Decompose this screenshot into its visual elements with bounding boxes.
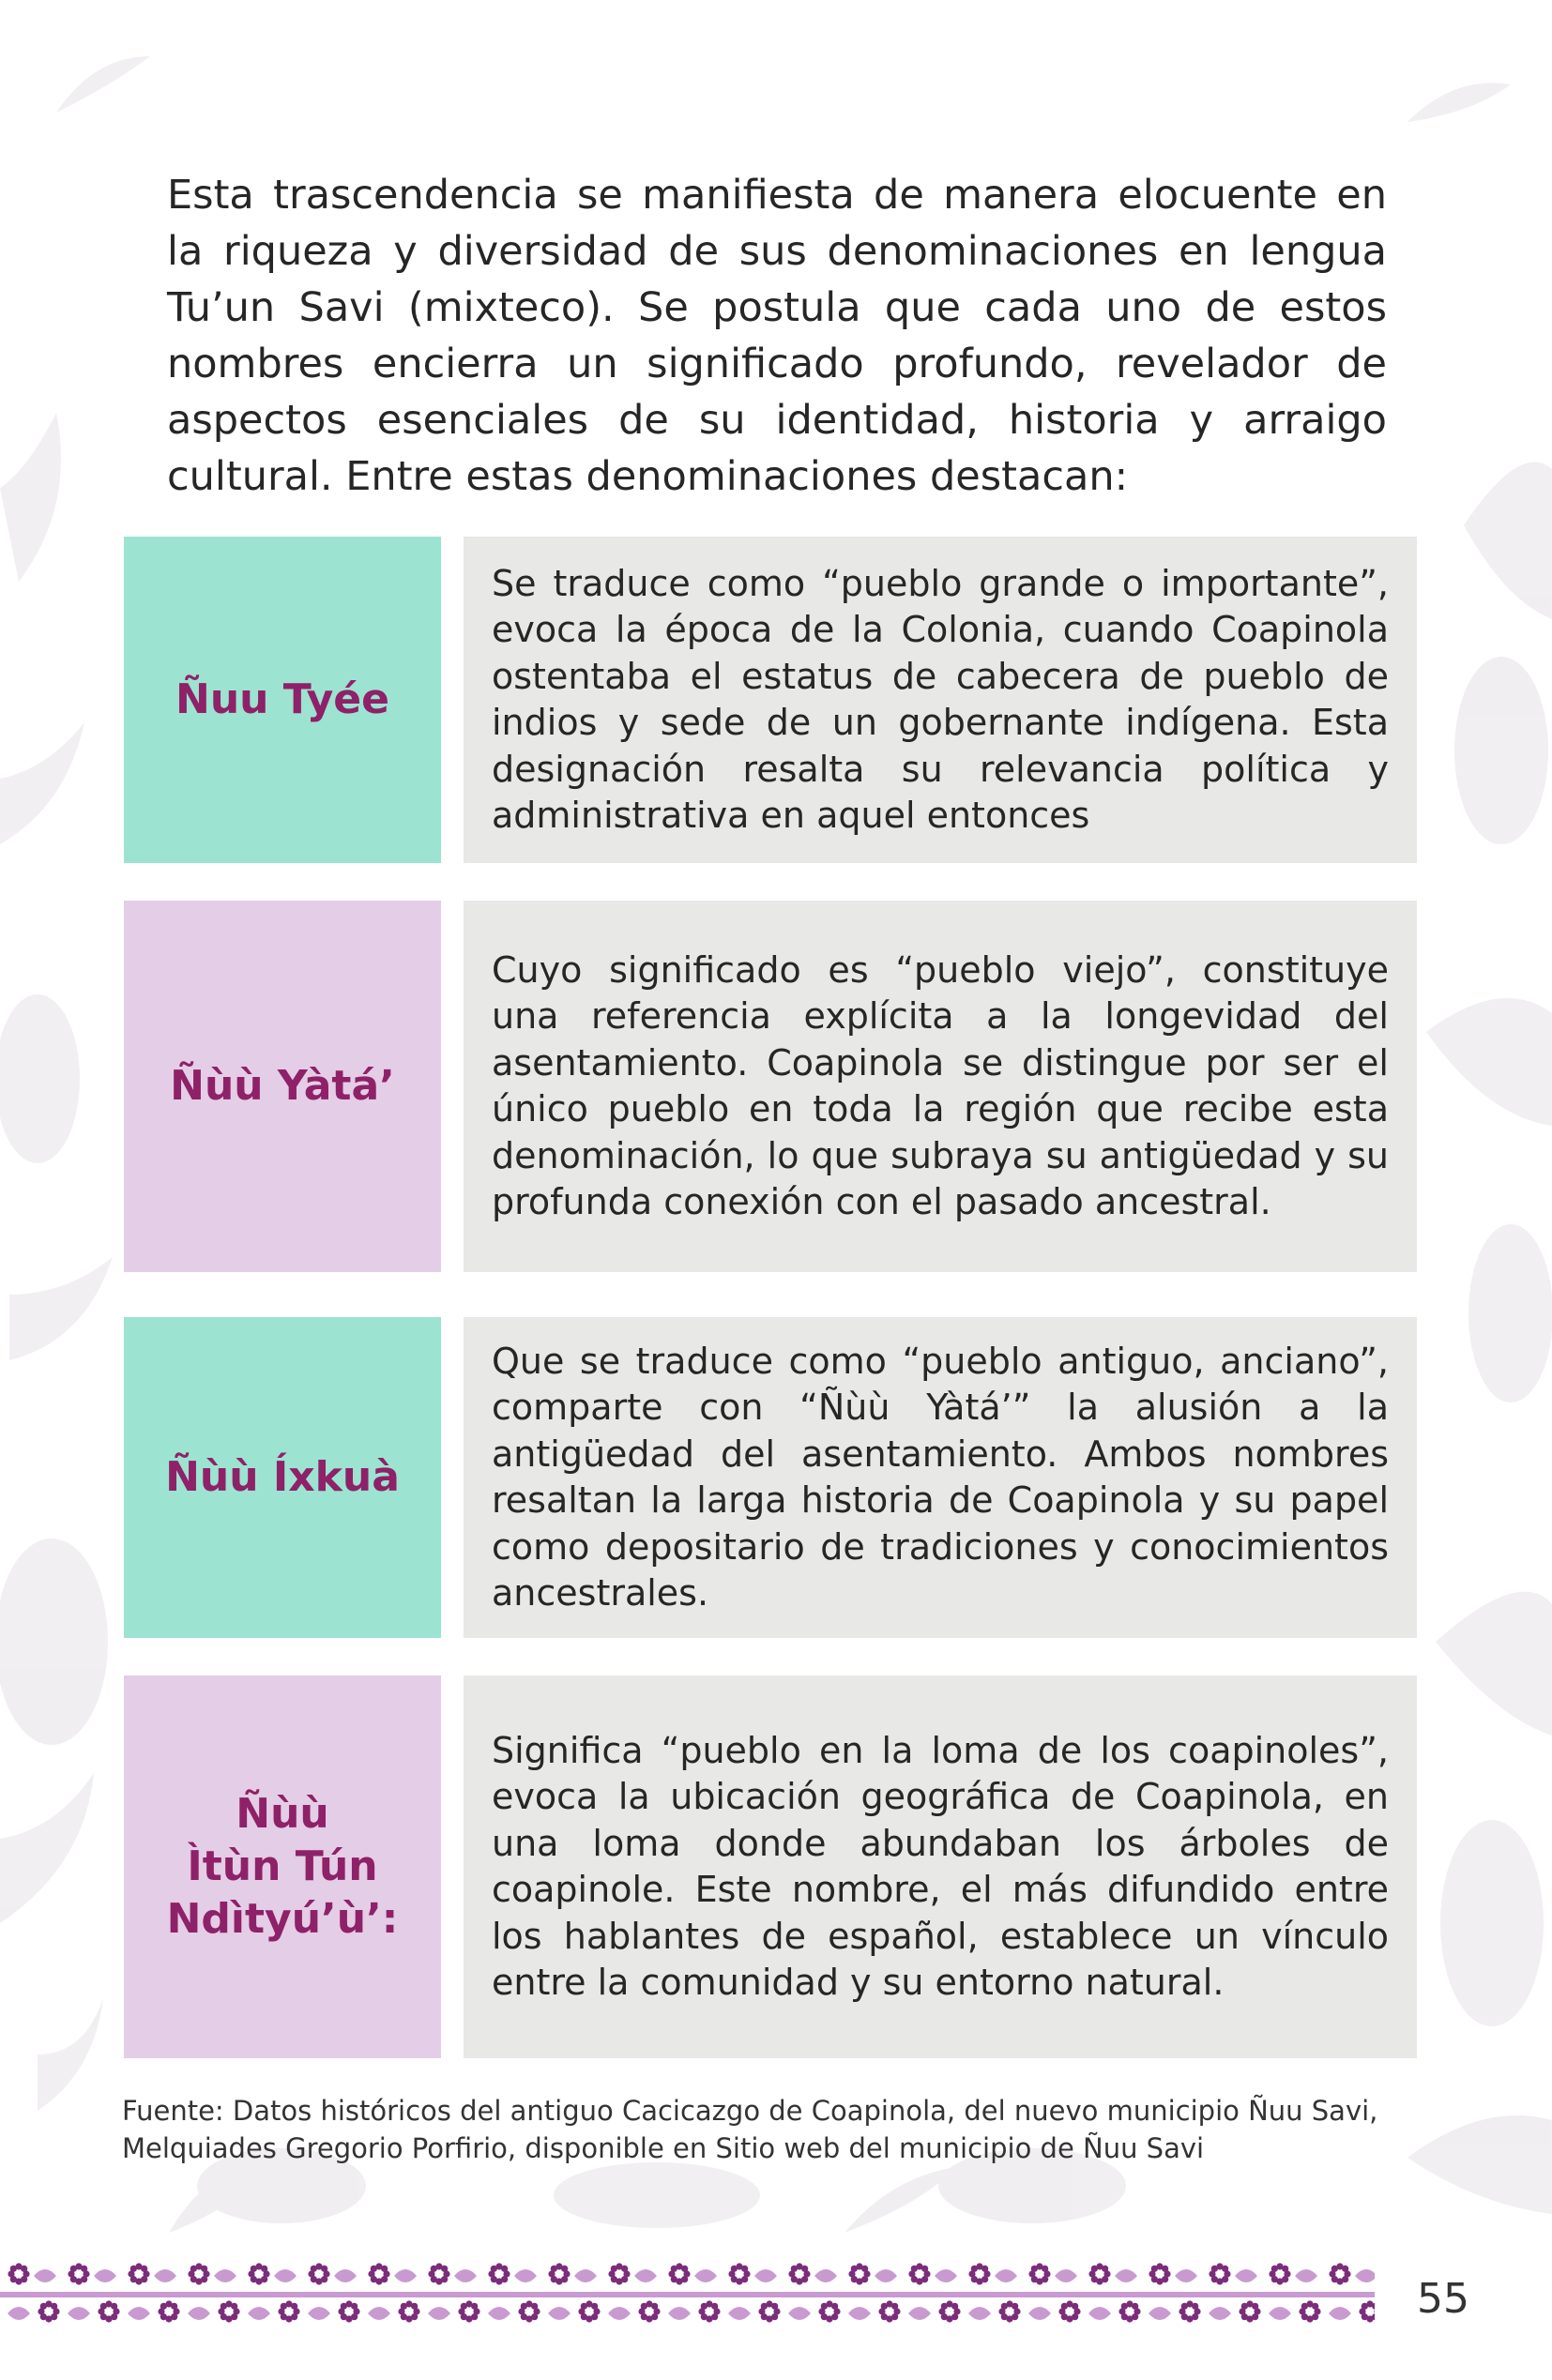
intro-paragraph: Esta trascendencia se manifiesta de manera elocuente en la riqueza y diversidad de sus denominaciones en lengua Tu’un Savi (mixteco). Se postula que cada uno de estos nombres encierra un significado profundo, revelador de aspectos esenciales de su identidad, historia y arraigo cultural. Entre estas denominaciones destacan: (167, 172, 1387, 500)
border-flower-motif (1209, 2263, 1230, 2284)
border-flower-motif (818, 2300, 840, 2322)
border-leaf-motif (908, 2307, 931, 2320)
border-flower-motif (1329, 2263, 1350, 2284)
border-leaf-motif (935, 2269, 957, 2282)
border-flower-motif (608, 2263, 630, 2284)
border-leaf-motif (488, 2307, 510, 2320)
border-leaf-motif (1355, 2269, 1375, 2282)
denomination-description-box (464, 1675, 1417, 2058)
border-flower-motif (8, 2263, 29, 2284)
border-flower-motif (338, 2300, 359, 2322)
denomination-name-box (124, 901, 441, 1272)
denomination-name-line: Ñùù (236, 1790, 329, 1838)
border-leaf-motif (728, 2307, 751, 2320)
border-flower-motif (668, 2263, 690, 2284)
border-flower-motif (1088, 2263, 1110, 2284)
border-flower-motif (458, 2300, 479, 2322)
denomination-row (124, 1675, 1417, 2058)
border-leaf-motif (394, 2269, 417, 2282)
border-leaf-motif (94, 2269, 116, 2282)
border-leaf-motif (548, 2307, 571, 2320)
denomination-name-box (124, 1675, 441, 2058)
border-flower-motif (728, 2263, 750, 2284)
border-flower-motif (998, 2300, 1020, 2322)
border-leaf-motif (788, 2307, 811, 2320)
border-leaf-motif (1269, 2307, 1291, 2320)
border-flower-motif (128, 2263, 149, 2284)
decorative-border (0, 2257, 1375, 2334)
border-flower-motif (1118, 2300, 1140, 2322)
source-note (122, 2092, 1436, 2167)
border-flower-motif (968, 2263, 990, 2284)
border-leaf-motif (1055, 2269, 1077, 2282)
border-leaf-motif (1028, 2307, 1051, 2320)
border-flower-motif (638, 2300, 660, 2322)
border-leaf-motif (754, 2269, 777, 2282)
border-flower-motif (518, 2300, 540, 2322)
denomination-row (124, 1317, 1417, 1638)
denomination-name: Ñùù Íxkuà (165, 1453, 400, 1501)
denomination-name-box (124, 537, 441, 863)
border-band (0, 2292, 1375, 2297)
denomination-description: Que se traduce como “pueblo antiguo, anciano”, comparte con “Ñùù Yàtá’” la alusión a la antigüedad del asentamiento. Ambos nombres resaltan la larga historia de Coapinola y su papel como depositario de tradiciones y conocimientos ancestrales. (492, 1340, 1389, 1614)
border-flower-motif (848, 2263, 870, 2284)
border-leaf-motif (1329, 2307, 1351, 2320)
border-leaf-motif (34, 2269, 56, 2282)
border-leaf-motif (308, 2307, 330, 2320)
border-flower-motif (218, 2300, 239, 2322)
border-flower-motif (938, 2300, 960, 2322)
border-flower-motif (578, 2300, 600, 2322)
border-leaf-motif (1175, 2269, 1197, 2282)
border-leaf-motif (1088, 2307, 1111, 2320)
denomination-name: Ñùù Yàtá’ (170, 1062, 395, 1110)
denomination-description-box (464, 1317, 1417, 1638)
border-leaf-motif (694, 2269, 717, 2282)
border-flower-motif (68, 2263, 89, 2284)
border-leaf-motif (1115, 2269, 1137, 2282)
denomination-row (124, 901, 1417, 1272)
border-leaf-motif (368, 2307, 390, 2320)
denomination-name-line: Ìtùn Tún (187, 1842, 378, 1890)
border-leaf-motif (995, 2269, 1017, 2282)
page-number: 55 (1417, 2275, 1469, 2323)
border-flower-motif (308, 2263, 329, 2284)
border-flower-motif (1269, 2263, 1290, 2284)
border-flower-motif (488, 2263, 510, 2284)
border-leaf-motif (634, 2269, 657, 2282)
border-flower-motif (38, 2300, 59, 2322)
denomination-description-box (464, 537, 1417, 863)
border-leaf-motif (8, 2307, 30, 2320)
border-leaf-motif (814, 2269, 837, 2282)
border-flower-motif (368, 2263, 389, 2284)
denomination-name (167, 1788, 399, 1946)
denomination-name: Ñuu Tyée (175, 675, 389, 723)
border-flower-motif (1359, 2300, 1375, 2322)
border-leaf-motif (274, 2269, 297, 2282)
denomination-description-box (464, 901, 1417, 1272)
border-leaf-motif (214, 2269, 236, 2282)
border-leaf-motif (428, 2307, 450, 2320)
border-flower-motif (878, 2300, 900, 2322)
border-leaf-motif (668, 2307, 691, 2320)
border-flower-motif (98, 2300, 119, 2322)
source-line: Melquiades Gregorio Porfirio, disponible en Sitio web del municipio de Ñuu Savi (122, 2132, 1205, 2164)
border-flower-motif (1058, 2300, 1080, 2322)
border-flower-motif (1239, 2300, 1260, 2322)
border-leaf-motif (128, 2307, 150, 2320)
border-flower-motif (1299, 2300, 1320, 2322)
border-flower-motif (1179, 2300, 1200, 2322)
border-leaf-motif (1149, 2307, 1171, 2320)
border-flower-motif (1149, 2263, 1170, 2284)
border-flower-motif (188, 2263, 209, 2284)
border-flower-motif (398, 2300, 419, 2322)
border-flower-motif (248, 2263, 269, 2284)
border-flower-motif (908, 2263, 930, 2284)
border-flower-motif (278, 2300, 299, 2322)
border-flower-motif (428, 2263, 449, 2284)
border-leaf-motif (608, 2307, 631, 2320)
border-leaf-motif (154, 2269, 176, 2282)
border-flower-motif (788, 2263, 810, 2284)
border-leaf-motif (248, 2307, 270, 2320)
denomination-name-line: Ndìtyú’ù’: (166, 1895, 399, 1943)
border-flower-motif (698, 2300, 720, 2322)
border-flower-motif (1028, 2263, 1050, 2284)
denomination-description: Cuyo significado es “pueblo viejo”, constituye una referencia explícita a la longevidad del asentamiento. Coapinola se distingue por ser el único pueblo en toda la región que recibe esta denominación, lo que subraya su antigüedad y su profunda conexión con el pasado ancestral. (492, 948, 1389, 1222)
denomination-name-box (124, 1317, 441, 1638)
denomination-description: Significa “pueblo en la loma de los coapinoles”, evoca la ubicación geográfica de Coapinola, en una loma donde abundaban los árboles de coapinole. Este nombre, el más difundido entre los hablantes de español, establece un vínculo entre la comunidad y su entorno natural. (492, 1729, 1389, 2003)
border-leaf-motif (514, 2269, 537, 2282)
denomination-row (124, 537, 1417, 863)
border-flower-motif (548, 2263, 570, 2284)
border-leaf-motif (848, 2307, 871, 2320)
border-leaf-motif (188, 2307, 210, 2320)
source-line: Fuente: Datos históricos del antiguo Cacicazgo de Coapinola, del nuevo municipio Ñuu Savi, (122, 2095, 1378, 2127)
denomination-description: Se traduce como “pueblo grande o importante”, evoca la época de la Colonia, cuando Coapinola ostentaba el estatus de cabecera de pueblo de indios y sede de un gobernante indígena. Esta designación resalta su relevancia política y administrativa en aquel entonces (492, 562, 1389, 836)
border-leaf-motif (1209, 2307, 1231, 2320)
border-flower-motif (158, 2300, 179, 2322)
border-leaf-motif (574, 2269, 597, 2282)
border-leaf-motif (68, 2307, 90, 2320)
border-leaf-motif (334, 2269, 357, 2282)
border-leaf-motif (875, 2269, 897, 2282)
border-leaf-motif (454, 2269, 477, 2282)
border-flower-motif (758, 2300, 780, 2322)
border-leaf-motif (968, 2307, 991, 2320)
border-leaf-motif (1235, 2269, 1257, 2282)
border-leaf-motif (1295, 2269, 1317, 2282)
